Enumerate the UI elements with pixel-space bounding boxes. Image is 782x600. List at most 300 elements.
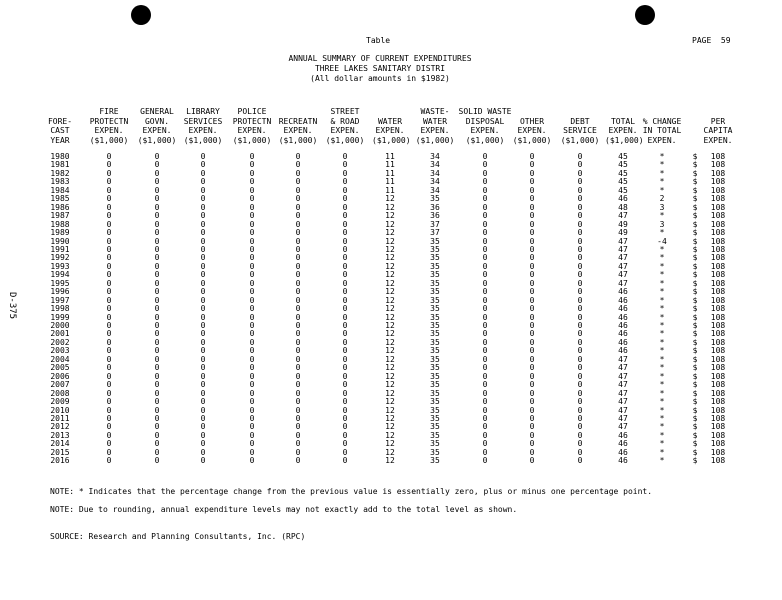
table-cell: 0 — [529, 430, 535, 440]
table-cell: 0 — [577, 371, 583, 381]
table-cell: 0 — [577, 397, 583, 407]
column-header-line: EXPEN. — [703, 135, 733, 145]
per-capita-cell: 108 — [710, 160, 726, 170]
table-cell: 0 — [342, 321, 348, 330]
table-cell: 12 — [385, 337, 395, 347]
per-capita-cell: 108 — [710, 304, 726, 314]
table-cell: 35 — [430, 270, 440, 280]
table-cell: 2005 — [50, 363, 70, 373]
title-line-2: THREE LAKES SANITARY DISTRI — [314, 64, 446, 73]
table-cell: 12 — [385, 380, 395, 390]
table-cell: 35 — [430, 363, 440, 373]
table-cell: 47 — [618, 211, 628, 221]
table-cell: 0 — [342, 304, 348, 314]
table-cell: * — [659, 211, 665, 221]
table-cell: 0 — [154, 295, 160, 305]
per-capita-cell: 108 — [710, 295, 726, 305]
table-cell: * — [659, 295, 665, 305]
table-cell: 0 — [106, 236, 112, 246]
per-capita-cell: 108 — [710, 261, 726, 271]
page-number: PAGE 59 — [692, 36, 731, 45]
table-cell: 0 — [577, 270, 583, 280]
table-cell: 0 — [200, 253, 206, 263]
column-header-line: EXPEN. — [237, 126, 267, 135]
table-cell: * — [659, 185, 665, 195]
table-cell: 46 — [618, 295, 628, 305]
table-cell: 0 — [154, 312, 160, 322]
column-header-line: PROTECTN — [89, 116, 129, 126]
table-cell: 0 — [106, 321, 112, 330]
table-cell: 0 — [200, 228, 206, 238]
table-cell: 0 — [249, 397, 255, 407]
table-cell: 0 — [342, 270, 348, 280]
table-cell: * — [659, 447, 665, 457]
table-cell: 0 — [482, 244, 488, 254]
table-cell: 0 — [249, 211, 255, 221]
table-cell: 0 — [106, 295, 112, 305]
table-cell: 12 — [385, 219, 395, 229]
column-header-line: ($1,000) — [278, 135, 318, 145]
table-cell: 2 — [659, 194, 665, 204]
table-cell: 0 — [106, 304, 112, 314]
table-cell: 0 — [106, 244, 112, 254]
table-cell: 0 — [154, 430, 160, 440]
table-cell: 0 — [154, 185, 160, 195]
table-cell: 0 — [106, 430, 112, 440]
table-cell: 0 — [577, 202, 583, 212]
table-cell: 0 — [577, 211, 583, 221]
table-cell: 0 — [295, 295, 301, 305]
table-cell: 0 — [529, 456, 535, 466]
table-cell: 12 — [385, 329, 395, 339]
table-cell: * — [659, 422, 665, 432]
table-cell: 0 — [106, 228, 112, 238]
table-cell: 0 — [529, 363, 535, 373]
column-header-line: ($1,000) — [605, 135, 644, 145]
dollar-sign: $ — [692, 185, 698, 195]
per-capita-cell: 108 — [710, 244, 726, 254]
table-cell: 0 — [577, 439, 583, 449]
table-cell: 35 — [430, 405, 440, 415]
table-cell: 0 — [154, 219, 160, 229]
table-cell: 0 — [200, 371, 206, 381]
table-cell: 0 — [106, 422, 112, 432]
table-cell: 45 — [618, 168, 628, 178]
table-cell: 0 — [106, 439, 112, 449]
table-cell: 0 — [529, 312, 535, 322]
table-cell: 0 — [482, 194, 488, 204]
table-cell: * — [659, 278, 665, 288]
table-cell: 36 — [430, 202, 440, 212]
table-cell: 12 — [385, 388, 395, 398]
table-cell: 0 — [200, 152, 206, 161]
table-cell: 12 — [385, 371, 395, 381]
table-cell: * — [659, 287, 665, 297]
column-header-line: GOVN. — [144, 116, 170, 126]
table-cell: 2011 — [50, 413, 70, 423]
table-cell: 2013 — [50, 430, 70, 440]
table-cell: 0 — [482, 219, 488, 229]
column-header-line: TOTAL — [610, 116, 636, 126]
table-cell: 35 — [430, 295, 440, 305]
table-cell: 0 — [154, 236, 160, 246]
per-capita-cell: 108 — [710, 321, 726, 330]
table-cell: 0 — [342, 312, 348, 322]
dollar-sign: $ — [692, 439, 698, 449]
per-capita-cell: 108 — [710, 380, 726, 390]
table-cell: 0 — [342, 219, 348, 229]
table-cell: 0 — [529, 447, 535, 457]
table-cell: 0 — [106, 202, 112, 212]
table-cell: 0 — [295, 236, 301, 246]
table-cell: 1988 — [50, 219, 70, 229]
per-capita-cell: 108 — [710, 202, 726, 212]
table-cell: 0 — [529, 160, 535, 170]
table-cell: 35 — [430, 329, 440, 339]
table-cell: 0 — [577, 413, 583, 423]
table-cell: 0 — [482, 295, 488, 305]
table-cell: 0 — [482, 430, 488, 440]
dollar-sign: $ — [692, 177, 698, 187]
dollar-sign: $ — [692, 253, 698, 263]
table-cell: 0 — [106, 363, 112, 373]
table-cell: 0 — [529, 321, 535, 330]
table-cell: 0 — [342, 439, 348, 449]
column-header-line: ($1,000) — [137, 135, 177, 145]
table-cell: 47 — [618, 236, 628, 246]
table-cell: 0 — [200, 160, 206, 170]
table-cell: 45 — [618, 160, 628, 170]
per-capita-cell: 108 — [710, 194, 726, 204]
table-cell: 0 — [249, 354, 255, 364]
table-cell: 1997 — [50, 295, 70, 305]
table-cell: 1990 — [50, 236, 70, 246]
table-cell: 0 — [106, 397, 112, 407]
table-cell: 35 — [430, 304, 440, 314]
table-cell: 48 — [618, 202, 628, 212]
table-cell: 0 — [295, 439, 301, 449]
table-cell: 12 — [385, 413, 395, 423]
side-page-label: D-375 — [7, 292, 17, 320]
column-header-line: EXPEN. — [330, 126, 360, 135]
per-capita-cell: 108 — [710, 456, 726, 466]
table-cell: 0 — [529, 388, 535, 398]
per-capita-cell: 108 — [710, 287, 726, 297]
per-capita-cell: 108 — [710, 405, 726, 415]
table-cell: 0 — [249, 177, 255, 187]
table-cell: 12 — [385, 261, 395, 271]
table-cell: 0 — [342, 329, 348, 339]
table-cell: 12 — [385, 244, 395, 254]
table-cell: 0 — [577, 329, 583, 339]
table-cell: 1991 — [50, 244, 70, 254]
dollar-sign: $ — [692, 346, 698, 356]
table-cell: 0 — [577, 430, 583, 440]
table-cell: 0 — [249, 278, 255, 288]
per-capita-cell: 108 — [710, 439, 726, 449]
table-cell: 0 — [295, 270, 301, 280]
table-cell: 0 — [200, 202, 206, 212]
table-cell: 0 — [106, 211, 112, 221]
table-cell: 35 — [430, 278, 440, 288]
table-cell: 0 — [249, 270, 255, 280]
table-cell: 0 — [482, 160, 488, 170]
table-cell: 0 — [249, 380, 255, 390]
table-cell: 0 — [154, 447, 160, 457]
table-cell: 0 — [342, 413, 348, 423]
dollar-sign: $ — [692, 397, 698, 407]
table-cell: 0 — [577, 422, 583, 432]
table-cell: 0 — [249, 236, 255, 246]
table-cell: 0 — [482, 363, 488, 373]
table-cell: 0 — [529, 329, 535, 339]
table-cell: 3 — [659, 219, 665, 229]
table-cell: 0 — [200, 354, 206, 364]
table-cell: 0 — [200, 261, 206, 271]
table-cell: 0 — [200, 244, 206, 254]
table-cell: 0 — [482, 287, 488, 297]
table-cell: 0 — [200, 185, 206, 195]
table-cell: 0 — [529, 261, 535, 271]
table-cell: 47 — [618, 244, 628, 254]
column-header-line: EXPEN. — [420, 126, 450, 135]
table-cell: 0 — [200, 430, 206, 440]
table-cell: 35 — [430, 194, 440, 204]
dollar-sign: $ — [692, 312, 698, 322]
table-cell: 0 — [482, 185, 488, 195]
table-cell: 37 — [430, 228, 440, 238]
table-cell: * — [659, 312, 665, 322]
table-cell: 0 — [106, 270, 112, 280]
column-header-line: WATER — [377, 116, 403, 126]
per-capita-cell: 108 — [710, 413, 726, 423]
table-cell: 0 — [482, 456, 488, 466]
table-cell: 1981 — [50, 160, 70, 170]
table-cell: 0 — [342, 447, 348, 457]
table-cell: 0 — [342, 405, 348, 415]
dollar-sign: $ — [692, 152, 698, 161]
dollar-sign: $ — [692, 430, 698, 440]
table-cell: 0 — [577, 363, 583, 373]
column-header-line: EXPEN. — [517, 126, 547, 135]
table-cell: * — [659, 363, 665, 373]
table-cell: 46 — [618, 456, 628, 466]
table-cell: 0 — [577, 346, 583, 356]
table-cell: 1985 — [50, 194, 70, 204]
table-cell: 0 — [249, 413, 255, 423]
table-cell: * — [659, 456, 665, 466]
table-cell: 0 — [249, 456, 255, 466]
table-cell: 0 — [529, 413, 535, 423]
table-cell: 1998 — [50, 304, 70, 314]
per-capita-cell: 108 — [710, 337, 726, 347]
table-cell: 0 — [577, 253, 583, 263]
table-cell: 35 — [430, 388, 440, 398]
table-cell: 2004 — [50, 354, 70, 364]
table-cell: 1983 — [50, 177, 70, 187]
table-cell: 46 — [618, 321, 628, 330]
table-cell: 0 — [342, 363, 348, 373]
table-cell: 0 — [482, 312, 488, 322]
table-cell: 0 — [295, 447, 301, 457]
table-cell: 2000 — [50, 321, 70, 330]
table-cell: 0 — [342, 177, 348, 187]
table-cell: 0 — [577, 278, 583, 288]
table-cell: * — [659, 152, 665, 161]
per-capita-cell: 108 — [710, 270, 726, 280]
table-cell: 35 — [430, 312, 440, 322]
table-cell: 0 — [249, 439, 255, 449]
table-cell: 1996 — [50, 287, 70, 297]
dollar-sign: $ — [692, 354, 698, 364]
dollar-sign: $ — [692, 244, 698, 254]
per-capita-cell: 108 — [710, 346, 726, 356]
table-cell: 0 — [154, 253, 160, 263]
table-cell: 0 — [200, 177, 206, 187]
table-cell: 0 — [200, 211, 206, 221]
table-cell: 0 — [249, 152, 255, 161]
table-cell: * — [659, 354, 665, 364]
table-cell: 0 — [577, 388, 583, 398]
table-cell: 0 — [154, 244, 160, 254]
table-cell: 0 — [342, 168, 348, 178]
table-cell: 47 — [618, 261, 628, 271]
dollar-sign: $ — [692, 219, 698, 229]
table-cell: * — [659, 388, 665, 398]
table-cell: 0 — [154, 168, 160, 178]
table-cell: 0 — [295, 388, 301, 398]
table-cell: 0 — [106, 278, 112, 288]
dollar-sign: $ — [692, 363, 698, 373]
table-cell: * — [659, 261, 665, 271]
table-cell: 0 — [529, 236, 535, 246]
table-cell: 0 — [154, 194, 160, 204]
column-header-line: WASTE- — [420, 107, 450, 116]
table-cell: 12 — [385, 194, 395, 204]
table-cell: 0 — [154, 439, 160, 449]
table-cell: 35 — [430, 261, 440, 271]
table-cell: 0 — [200, 439, 206, 449]
table-cell: 0 — [482, 329, 488, 339]
table-cell: 0 — [577, 312, 583, 322]
table-cell: * — [659, 405, 665, 415]
table-cell: 0 — [577, 236, 583, 246]
table-cell: 0 — [295, 413, 301, 423]
table-cell: 11 — [385, 152, 395, 161]
table-cell: 0 — [577, 337, 583, 347]
table-cell: 0 — [154, 337, 160, 347]
table-cell: 0 — [295, 219, 301, 229]
table-cell: 0 — [295, 244, 301, 254]
table-cell: 0 — [482, 422, 488, 432]
table-cell: 0 — [482, 228, 488, 238]
table-cell: 0 — [342, 380, 348, 390]
dollar-sign: $ — [692, 329, 698, 339]
table-cell: 0 — [295, 287, 301, 297]
column-header-line: DISPOSAL — [465, 116, 505, 126]
table-cell: 0 — [577, 168, 583, 178]
per-capita-cell: 108 — [710, 447, 726, 457]
per-capita-cell: 108 — [710, 219, 726, 229]
table-cell: 0 — [295, 456, 301, 466]
table-cell: 0 — [482, 253, 488, 263]
table-cell: 35 — [430, 253, 440, 263]
table-cell: 0 — [529, 253, 535, 263]
table-cell: 0 — [249, 194, 255, 204]
table-cell: * — [659, 439, 665, 449]
table-cell: 0 — [529, 185, 535, 195]
table-cell: 0 — [295, 152, 301, 161]
table-cell: 0 — [249, 219, 255, 229]
table-cell: 1987 — [50, 211, 70, 221]
table-cell: 0 — [295, 211, 301, 221]
table-cell: 0 — [482, 321, 488, 330]
table-cell: 0 — [106, 371, 112, 381]
table-cell: 0 — [482, 177, 488, 187]
table-cell: 0 — [577, 177, 583, 187]
table-cell: 0 — [154, 422, 160, 432]
dollar-sign: $ — [692, 422, 698, 432]
table-cell: 0 — [342, 354, 348, 364]
column-header-line: RECREATN — [278, 116, 318, 126]
table-cell: * — [659, 397, 665, 407]
table-cell: 0 — [154, 152, 160, 161]
table-cell: 0 — [106, 160, 112, 170]
column-header-line: EXPEN. — [375, 126, 405, 135]
table-cell: 11 — [385, 160, 395, 170]
column-header-line: YEAR — [50, 135, 70, 145]
table-cell: 0 — [154, 270, 160, 280]
per-capita-cell: 108 — [710, 211, 726, 221]
table-cell: 1999 — [50, 312, 70, 322]
table-cell: 0 — [577, 160, 583, 170]
table-cell: 11 — [385, 168, 395, 178]
table-cell: 0 — [154, 456, 160, 466]
table-cell: 0 — [249, 346, 255, 356]
table-cell: 12 — [385, 430, 395, 440]
table-cell: 12 — [385, 439, 395, 449]
table-cell: 46 — [618, 312, 628, 322]
table-cell: * — [659, 253, 665, 263]
column-header-line: ($1,000) — [560, 135, 600, 145]
table-cell: 1992 — [50, 253, 70, 263]
table-cell: 46 — [618, 346, 628, 356]
table-cell: 0 — [249, 253, 255, 263]
table-cell: 0 — [154, 346, 160, 356]
table-cell: 0 — [106, 380, 112, 390]
table-cell: * — [659, 380, 665, 390]
table-cell: 2008 — [50, 388, 70, 398]
table-cell: 0 — [249, 388, 255, 398]
column-header-line: EXPEN. — [647, 135, 677, 145]
column-header-line: IN TOTAL — [642, 126, 682, 135]
dollar-sign: $ — [692, 388, 698, 398]
dollar-sign: $ — [692, 211, 698, 221]
table-cell: 0 — [154, 388, 160, 398]
column-header-line: STREET — [330, 107, 360, 116]
table-cell: 0 — [249, 228, 255, 238]
table-cell: 0 — [200, 278, 206, 288]
table-cell: 0 — [577, 185, 583, 195]
column-header-line: ($1,000) — [232, 135, 272, 145]
column-header-line: ($1,000) — [183, 135, 223, 145]
column-header-line: ($1,000) — [325, 135, 365, 145]
table-cell: 0 — [295, 160, 301, 170]
table-label: Table — [366, 36, 391, 45]
table-cell: 0 — [577, 228, 583, 238]
table-cell: 0 — [295, 363, 301, 373]
table-cell: 0 — [295, 253, 301, 263]
